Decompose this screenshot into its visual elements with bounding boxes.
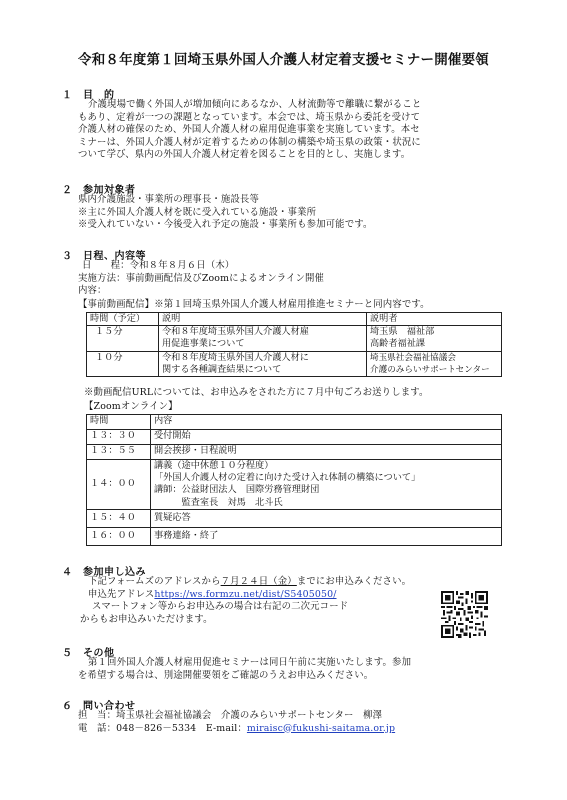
zoom-schedule-table	[86, 414, 502, 546]
zoom-time: １６：００	[87, 527, 151, 545]
other-line: を希望する場合は、別途開催要領をご確認のうえお申込みください。	[78, 669, 374, 681]
zoom-time: １４：００	[87, 460, 151, 510]
video-schedule-table	[86, 312, 502, 377]
purpose-line: ミナーは、外国人介護人材が定着するための体制の構築や埼玉県の政策・状況に	[78, 136, 421, 148]
table-row	[87, 351, 502, 376]
purpose-line: ついて学び、県内の外国人介護人材定着を図ることを目的とし、実施します。	[78, 149, 411, 161]
zoom-content: 事務連絡・終了	[151, 527, 502, 545]
section-6-body	[78, 710, 395, 735]
table-header-row	[87, 313, 502, 326]
presenter-line: 埼玉県社会福祉協議会	[370, 352, 456, 363]
contact-phone-line: 電 話：048－826－5334 E-mail：miraisc@fukushi-saitama.or.jp	[78, 722, 396, 734]
section-4-body	[80, 576, 412, 626]
table-row	[87, 430, 502, 445]
method-line: 実施方法：事前動画配信及びZoomによるオンライン開催	[78, 272, 325, 284]
presenter-line: 高齢者福祉課	[370, 338, 426, 350]
table-row	[87, 460, 502, 510]
content-line: 監査室長 対馬 北斗氏	[154, 496, 283, 508]
video-heading: 【事前動画配信】※第１回埼玉県外国人介護人材雇用推進セミナーと同内容です。	[78, 299, 430, 310]
section-2-body	[78, 194, 373, 232]
table-header: 時間	[87, 415, 151, 430]
table-header-row	[87, 415, 502, 430]
table-row	[87, 527, 502, 545]
video-desc	[159, 351, 367, 376]
deadline: ７月２４日（金）	[220, 576, 297, 587]
table-header: 説明者	[367, 313, 502, 326]
apply-line: からもお申込みいただけます。	[80, 613, 213, 625]
section-1-body	[78, 99, 421, 162]
desc-line: 関する各種調査結果について	[162, 363, 282, 375]
other-line: 第１回外国人介護人材雇用促進セミナーは同日午前に実施いたします。参加	[88, 657, 412, 668]
table-header: 内容	[151, 415, 502, 430]
purpose-line: 介護人材の確保のため、外国人介護人材の雇用促進事業を実施しています。本セ	[78, 124, 420, 136]
contact-email-link[interactable]: miraisc@fukushi-saitama.or.jp	[246, 722, 396, 734]
zoom-content: 開会挨拶・日程説明	[151, 445, 502, 460]
zoom-time: １５：４０	[87, 509, 151, 527]
video-note: ※動画配信URLについては、お申込みをされた方に７月中旬ごろお送りします。	[84, 387, 429, 398]
section-5-body	[78, 657, 411, 682]
table-row	[87, 509, 502, 527]
content-line: 講義（途中休憩１０分程度）	[154, 460, 274, 471]
apply-line: 下記フォームズのアドレスから７月２４日（金）までにお申込みください。	[88, 576, 412, 587]
table-header: 説明	[159, 313, 367, 326]
document-page: 令和８年度第１回埼玉県外国人介護人材定着支援セミナー開催要領 １ 目 的 介護現場で働く外国人が増加傾向にあるなか、人材流動等で離職に繋がること もあり、定着が一つの課題となっています。本会では、埼玉県から委託を受けて 介護人材の確保のため、外国人介護人材の雇用促進事業を実施しています。本セ ミナーは、外国人介護人材が定着するための体制の構築や埼玉県の政策・状況に ついて学び、県内の外国人介護人材定着を図ることを目的とし、実施します。 ２ 参加対象者 県内介護施設・事業所の理事長・施設長等 ※主に外国人介護人材を既に受入れている施設・事業所 ※受入れていない・今後受入れ予定の施設・事業所も参加可能です。 ３ 日程、内容等 日 程：令和８年８月６日（木） 実施方法：事前動画配信及びZoomによるオンライン開催 内容： 【事前動画配信】※第１回埼玉県外国人介護人材雇用推進セミナーと同内容です。 時間（予定） 説明 説明者 １５分 令和８年度埼玉県外国人介護人材雇 用促進事業について 埼玉県 福祉部 高齢者福祉課 １０分 令和８年度埼玉県外国人介護人材に 関する各種調査結果について 埼玉県社会福祉協議会 介護のみらいサポートセンター ※動画配信URLについては、お申込みをされた方に７月中旬ごろお送りします。 【Zoomオンライン】 時間 内容 １３：３０ 受付開始 １３：５５ 開会挨拶・日程説明 １４：００ 講義（途中休憩１０分程度） 「外国人介護人材の定着に向けた受け入れ体制の構築について」 講師：公益財団法人 国際労務管理財団 監査室長 対馬 北斗氏 １５：４０ 質疑応答 １６：００ 事務連絡・終了 ４ 参加申し込み 下記フォームズのアドレスから７月２４日（金）までにお申込みください。 申込先アドレスhttps://ws.formzu.net/dist/S5405050/ スマートフォン等からお申込みの場合は右記の二次元コード からもお申込みいただけます。 ５ その他 第１回外国人介護人材雇用促進セミナーは同日午前に実施いたします。参加 を希望する場合は、別途開催要領をご確認のうえお申込みください。 ６ 問い合わせ 担 当：埼玉県社会福祉協議会 介護のみらいサポートセンター 柳澤 電 話：048－826－5334 E-mail：miraisc@fukushi-saitama.or.jp	[0, 0, 567, 800]
content-label: 内容：	[78, 285, 107, 297]
apply-address-line: 申込先アドレスhttps://ws.formzu.net/dist/S5405050/	[88, 588, 337, 600]
date-line: 日 程：令和８年８月６日（木）	[82, 260, 235, 271]
zoom-content: 質疑応答	[151, 509, 502, 527]
zoom-heading: 【Zoomオンライン】	[84, 401, 178, 412]
content-line: 講師：公益財団法人 国際労務管理財団	[154, 484, 320, 496]
content-line: 「外国人介護人材の定着に向けた受け入れ体制の構築について」	[154, 472, 421, 484]
zoom-time: １３：３０	[87, 430, 151, 445]
table-row	[87, 326, 502, 351]
presenter-line: 介護のみらいサポートセンター	[370, 364, 490, 375]
video-time: １５分	[87, 326, 159, 351]
desc-line: 令和８年度埼玉県外国人介護人材に	[162, 351, 309, 363]
table-header: 時間（予定）	[87, 313, 159, 326]
apply-url-link[interactable]: https://ws.formzu.net/dist/S5405050/	[154, 588, 337, 600]
purpose-line: もあり、定着が一つの課題となっています。本会では、埼玉県から委託を受けて	[78, 111, 421, 123]
video-desc	[159, 326, 367, 351]
document-title: 令和８年度第１回埼玉県外国人介護人材定着支援セミナー開催要領	[78, 52, 489, 68]
video-time: １０分	[87, 351, 159, 376]
desc-line: 用促進事業について	[162, 338, 245, 350]
zoom-time: １３：５５	[87, 445, 151, 460]
presenter-line: 埼玉県 福祉部	[370, 326, 435, 338]
zoom-content	[151, 460, 502, 510]
target-line: 県内介護施設・事業所の理事長・施設長等	[78, 194, 259, 205]
purpose-line: 介護現場で働く外国人が増加傾向にあるなか、人材流動等で離職に繋がること	[88, 99, 422, 110]
contact-person-line: 担 当：埼玉県社会福祉協議会 介護のみらいサポートセンター 柳澤	[78, 710, 383, 721]
section-3-body	[78, 260, 324, 298]
qr-code-icon[interactable]	[441, 591, 488, 638]
zoom-content: 受付開始	[151, 430, 502, 445]
video-presenter	[367, 326, 502, 351]
video-presenter	[367, 351, 502, 376]
apply-line: スマートフォン等からお申込みの場合は右記の二次元コード	[92, 601, 349, 613]
target-line: ※受入れていない・今後受入れ予定の施設・事業所も参加可能です。	[78, 219, 373, 231]
table-row	[87, 445, 502, 460]
desc-line: 令和８年度埼玉県外国人介護人材雇	[162, 326, 309, 338]
target-line: ※主に外国人介護人材を既に受入れている施設・事業所	[78, 206, 317, 218]
